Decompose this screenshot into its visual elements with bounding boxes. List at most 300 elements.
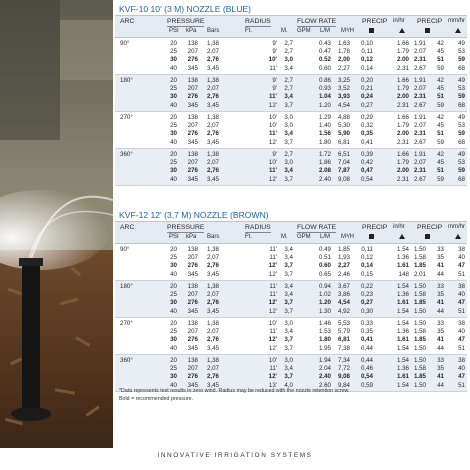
table-cell: 3,4 <box>284 283 293 290</box>
nozzle-table-1 <box>115 3 467 186</box>
table-cell: 3,7 <box>284 138 293 146</box>
table-cell: 0,41 <box>360 138 373 146</box>
table-cell: 40 <box>458 328 465 336</box>
table-row <box>115 122 467 130</box>
table-cell: 1.58 <box>413 328 426 336</box>
table-cell: 2.04 <box>318 365 331 373</box>
table-cell: 59 <box>437 138 444 146</box>
table-cell: 1,38 <box>206 114 219 121</box>
table-cell: 3,4 <box>284 254 293 262</box>
table-cell: 25 <box>170 365 177 373</box>
precip-header: PRECIP <box>362 224 388 231</box>
nozzle-performance-tables <box>115 0 467 448</box>
table-cell: 3,0 <box>284 159 293 167</box>
table-cell: 1.79 <box>396 159 409 167</box>
table-cell: 1.58 <box>413 365 426 373</box>
table-row <box>115 308 467 316</box>
table-cell: 3,4 <box>284 167 293 175</box>
table-cell: 3,0 <box>284 320 293 327</box>
table-cell: 2.40 <box>318 373 331 381</box>
arc-label: 360° <box>120 151 133 158</box>
table-cell: 2,76 <box>206 56 219 64</box>
table-cell: 11' <box>268 130 277 138</box>
table-cell: 2,27 <box>337 262 350 270</box>
table-cell: 1.54 <box>396 246 409 253</box>
table-cell: 2,07 <box>206 48 219 56</box>
arc-label: 90° <box>120 246 130 253</box>
table-cell: 10' <box>268 122 277 130</box>
table-row <box>115 167 467 175</box>
in-hr-header: in/hr <box>393 224 405 230</box>
table-cell: 11' <box>268 167 277 175</box>
table-cell: 30 <box>170 373 177 381</box>
table-cell: 1.95 <box>318 344 331 352</box>
table-cell: 20 <box>170 151 177 158</box>
table-cell: 0.94 <box>318 283 331 290</box>
table-cell: 7,34 <box>337 357 350 364</box>
table-cell: 3,4 <box>284 64 293 72</box>
table-row <box>115 254 467 262</box>
table-cell: 138 <box>187 246 198 253</box>
table-cell: 3,7 <box>284 336 293 344</box>
table-cell: 4,88 <box>337 114 350 121</box>
table-cell: 0,59 <box>360 381 373 389</box>
table-cell: 1.54 <box>396 283 409 290</box>
table-cell: 51 <box>437 167 444 175</box>
table-cell: 0,14 <box>360 64 373 72</box>
square-spacing-icon <box>425 234 430 240</box>
triangle-spacing-icon <box>455 28 461 34</box>
table-cell: 1.50 <box>413 344 426 352</box>
table-cell: 1.40 <box>318 122 331 130</box>
table-cell: 9' <box>272 48 277 56</box>
table-cell: 4,0 <box>284 381 293 389</box>
table-cell: 2,76 <box>206 373 219 381</box>
table-title: KVF-10 10' (3 M) NOZZLE (BLUE) <box>119 4 252 14</box>
footnote <box>119 388 465 403</box>
table-cell: 207 <box>187 85 198 93</box>
table-cell: 12' <box>268 373 277 381</box>
table-row <box>115 345 467 353</box>
table-cell: 20 <box>170 77 177 84</box>
table-cell: 38 <box>458 283 465 290</box>
table-cell: 45 <box>437 48 444 56</box>
table-cell: 345 <box>187 344 198 352</box>
lm-header: L/M <box>320 28 331 34</box>
table-cell: 0,22 <box>360 283 373 290</box>
table-row <box>115 159 467 167</box>
arc-label: 270° <box>120 114 133 121</box>
table-cell: 1.66 <box>396 114 409 121</box>
table-cell: 59 <box>458 130 465 138</box>
table-cell: 1,38 <box>206 40 219 47</box>
table-cell: 276 <box>187 130 198 138</box>
table-cell: 0,35 <box>360 130 373 138</box>
table-cell: 47 <box>458 336 465 344</box>
bars-header: Bars <box>207 28 220 34</box>
table-cell: 0,54 <box>360 373 373 381</box>
flow-rate-header: FLOW RATE <box>297 18 337 25</box>
table-cell: 3,7 <box>284 344 293 352</box>
arc-label: 270° <box>120 320 133 327</box>
table-cell: 35 <box>437 328 444 336</box>
table-row <box>115 40 467 48</box>
table-title: KVF-12 12' (3,7 M) NOZZLE (BROWN) <box>119 210 269 220</box>
table-cell: 2.40 <box>318 175 331 183</box>
table-cell: 2,7 <box>284 151 293 158</box>
table-cell: 138 <box>187 283 198 290</box>
table-cell: 20 <box>170 283 177 290</box>
table-cell: 6,51 <box>337 151 350 158</box>
table-cell: 7,87 <box>337 167 350 175</box>
table-row <box>115 77 467 85</box>
table-cell: 276 <box>187 336 198 344</box>
table-cell: 3,52 <box>337 85 350 93</box>
table-cell: 51 <box>458 344 465 352</box>
table-cell: 4,54 <box>337 299 350 307</box>
table-cell: 12' <box>268 270 277 278</box>
table-cell: 68 <box>458 101 465 109</box>
table-cell: 1.85 <box>413 373 426 381</box>
table-cell: 20 <box>170 114 177 121</box>
table-cell: 51 <box>437 93 444 101</box>
table-cell: 1.58 <box>413 254 426 262</box>
table-cell: 20 <box>170 246 177 253</box>
m3h-header: M³/H <box>341 28 354 34</box>
table-cell: 3,93 <box>337 93 350 101</box>
table-cell: 35 <box>437 254 444 262</box>
table-cell: 345 <box>187 270 198 278</box>
table-cell: 345 <box>187 64 198 72</box>
table-cell: 0,11 <box>361 246 373 253</box>
table-cell: 2,07 <box>206 159 219 167</box>
table-cell: 4,54 <box>337 101 350 109</box>
table-cell: 9,08 <box>337 175 350 183</box>
mm-hr-header: mm/hr <box>448 18 465 24</box>
table-cell: 30 <box>170 336 177 344</box>
table-cell: 2.31 <box>413 167 426 175</box>
table-cell: 44 <box>437 307 444 315</box>
table-cell: 42 <box>437 151 444 158</box>
table-cell: 0,44 <box>360 357 373 364</box>
table-cell: 47 <box>458 373 465 381</box>
triangle-spacing-icon <box>455 234 461 240</box>
arc-group <box>115 75 467 112</box>
table-cell: 9' <box>272 151 277 158</box>
table-cell: 11' <box>269 254 277 262</box>
table-cell: 44 <box>437 381 444 389</box>
table-cell: 207 <box>187 365 198 373</box>
arc-group <box>115 38 467 75</box>
table-cell: 10' <box>268 320 277 327</box>
footnote-line: *Data represents test results in zero wind. Radius may be reduced with the nozzle retention screw. <box>119 388 350 394</box>
mm-hr-header: mm/hr <box>448 224 465 230</box>
in-hr-header: in/hr <box>393 18 405 24</box>
table-cell: 35 <box>437 291 444 299</box>
table-cell: 1.36 <box>396 254 409 262</box>
table-cell: 0,33 <box>360 320 373 327</box>
table-cell: 3,45 <box>206 101 219 109</box>
table-cell: 49 <box>458 77 465 84</box>
table-row <box>115 48 467 56</box>
table-cell: 1.91 <box>413 40 426 47</box>
table-cell: 2.07 <box>413 48 426 56</box>
square-spacing-icon <box>425 28 430 34</box>
arc-label: 360° <box>120 357 133 364</box>
table-cell: 30 <box>170 56 177 64</box>
table-cell: 68 <box>458 64 465 72</box>
table-row <box>115 291 467 299</box>
table-cell: 3,4 <box>284 328 293 336</box>
table-cell: 25 <box>170 254 177 262</box>
table-cell: 12' <box>268 344 277 352</box>
kpa-header: kPa <box>186 234 197 240</box>
m-header: M. <box>281 28 288 34</box>
table-cell: 5,53 <box>337 320 350 327</box>
table-cell: 1.54 <box>396 307 409 315</box>
table-cell: 2.00 <box>396 93 409 101</box>
table-cell: 41 <box>437 299 444 307</box>
table-cell: 12' <box>268 262 277 270</box>
table-cell: 138 <box>187 320 198 327</box>
table-cell: 44 <box>437 344 444 352</box>
table-cell: 3,7 <box>284 270 293 278</box>
table-cell: 1,38 <box>206 77 219 84</box>
table-cell: 1.91 <box>413 151 426 158</box>
table-cell: 49 <box>458 151 465 158</box>
table-cell: 1.20 <box>318 101 331 109</box>
table-cell: 0,44 <box>360 344 373 352</box>
table-cell: 33 <box>437 283 444 290</box>
table-row <box>115 365 467 373</box>
table-cell: 207 <box>187 122 198 130</box>
table-cell: 1.50 <box>413 283 426 290</box>
table-cell: 2,07 <box>206 291 219 299</box>
table-cell: 1.02 <box>318 291 331 299</box>
table-row <box>115 328 467 336</box>
table-cell: 25 <box>170 291 177 299</box>
table-cell: 0,47 <box>360 167 373 175</box>
table-cell: 12' <box>268 336 277 344</box>
table-cell: 53 <box>458 85 465 93</box>
table-cell: 2.07 <box>413 122 426 130</box>
table-cell: 1,38 <box>206 357 219 364</box>
table-cell: 42 <box>437 77 444 84</box>
table-cell: 59 <box>437 101 444 109</box>
arc-label: 180° <box>120 283 133 290</box>
table-cell: 2.07 <box>413 85 426 93</box>
table-cell: 148 <box>398 270 409 278</box>
table-cell: 11' <box>269 246 277 253</box>
table-cell: 0,27 <box>360 299 373 307</box>
arc-label: 180° <box>120 77 133 84</box>
square-spacing-icon <box>369 234 374 240</box>
table-cell: 1.46 <box>318 320 331 327</box>
table-cell: 47 <box>458 262 465 270</box>
table-cell: 0,10 <box>360 40 373 47</box>
table-row <box>115 320 467 328</box>
table-cell: 3,4 <box>284 246 293 253</box>
table-cell: 0,46 <box>360 365 373 373</box>
table-cell: 53 <box>458 122 465 130</box>
table-cell: 345 <box>187 307 198 315</box>
table-cell: 138 <box>187 77 198 84</box>
table-cell: 2.31 <box>396 101 409 109</box>
table-cell: 1.61 <box>396 336 409 344</box>
sprinkler-photo <box>0 0 113 448</box>
table-cell: 38 <box>458 320 465 327</box>
footer-tagline: INNOVATIVE IRRIGATION SYSTEMS <box>157 452 313 459</box>
table-cell: 2.67 <box>413 138 426 146</box>
table-cell: 3,7 <box>284 307 293 315</box>
arc-header: ARC <box>120 224 135 231</box>
table-cell: 40 <box>170 138 177 146</box>
table-cell: 3,7 <box>284 299 293 307</box>
table-cell: 1.94 <box>318 357 331 364</box>
table-cell: 30 <box>170 299 177 307</box>
table-cell: 1.36 <box>396 328 409 336</box>
table-cell: 207 <box>187 291 198 299</box>
table-cell: 345 <box>187 138 198 146</box>
table-cell: 11' <box>269 291 277 299</box>
table-cell: 1,63 <box>337 40 350 47</box>
flow-rate-header: FLOW RATE <box>297 224 337 231</box>
pressure-header: PRESSURE <box>167 224 205 231</box>
table-cell: 2.31 <box>396 138 409 146</box>
table-cell: 2.07 <box>413 159 426 167</box>
table-cell: 1.20 <box>318 299 331 307</box>
table-cell: 42 <box>437 40 444 47</box>
table-cell: 11' <box>269 64 277 72</box>
arc-group <box>115 355 467 392</box>
precip-header: PRECIP <box>417 224 443 231</box>
table-cell: 1.54 <box>396 320 409 327</box>
table-cell: 0,21 <box>360 85 373 93</box>
table-cell: 38 <box>458 357 465 364</box>
table-row <box>115 85 467 93</box>
table-cell: 2,76 <box>206 262 219 270</box>
table-cell: 1,38 <box>206 246 219 253</box>
table-cell: 40 <box>170 270 177 278</box>
table-cell: 9' <box>272 85 277 93</box>
table-cell: 1,38 <box>206 320 219 327</box>
table-cell: 5,90 <box>337 130 350 138</box>
table-cell: 41 <box>437 336 444 344</box>
table-cell: 25 <box>170 328 177 336</box>
table-cell: 3,45 <box>206 344 219 352</box>
table-cell: 51 <box>458 307 465 315</box>
table-cell: 1.36 <box>396 365 409 373</box>
table-cell: 2,07 <box>206 328 219 336</box>
m3h-header: M³/H <box>341 234 354 240</box>
table-cell: 2,7 <box>284 48 293 56</box>
ft-header: Ft. <box>245 234 252 240</box>
table-cell: 0,35 <box>360 328 373 336</box>
table-cell: 1.79 <box>396 48 409 56</box>
table-cell: 6,81 <box>337 336 350 344</box>
table-cell: 1.50 <box>413 357 426 364</box>
table-cell: 0,12 <box>360 254 373 262</box>
triangle-spacing-icon <box>399 28 405 34</box>
table-cell: 25 <box>170 159 177 167</box>
table-cell: 4,92 <box>337 307 350 315</box>
table-cell: 1.61 <box>396 373 409 381</box>
nozzle-table-2 <box>115 209 467 392</box>
table-cell: 1.56 <box>318 130 331 138</box>
table-cell: 2.00 <box>396 130 409 138</box>
table-cell: 1.53 <box>318 328 331 336</box>
arc-group <box>115 149 467 186</box>
radius-header: RADIUS <box>245 18 271 25</box>
table-cell: 20 <box>170 320 177 327</box>
table-cell: 207 <box>187 48 198 56</box>
table-cell: 12' <box>268 307 277 315</box>
table-cell: 276 <box>187 56 198 64</box>
table-cell: 1,78 <box>337 48 350 56</box>
table-cell: 1.85 <box>413 299 426 307</box>
ft-header: Ft. <box>245 28 252 34</box>
table-cell: 2.67 <box>413 175 426 183</box>
table-cell: 0.51 <box>318 254 331 262</box>
table-cell: 38 <box>458 246 465 253</box>
table-row <box>115 357 467 365</box>
table-cell: 7,72 <box>337 365 350 373</box>
table-cell: 138 <box>187 151 198 158</box>
precip-header: PRECIP <box>362 18 388 25</box>
table-cell: 25 <box>170 85 177 93</box>
table-cell: 0.43 <box>318 40 331 47</box>
table-cell: 12' <box>268 299 277 307</box>
table-cell: 9,08 <box>337 373 350 381</box>
table-cell: 3,4 <box>284 130 293 138</box>
table-cell: 3,45 <box>206 175 219 183</box>
table-cell: 1,38 <box>206 151 219 158</box>
table-cell: 40 <box>170 101 177 109</box>
table-cell: 345 <box>187 175 198 183</box>
gpm-header: GPM <box>297 28 311 34</box>
table-cell: 49 <box>458 40 465 47</box>
table-cell: 45 <box>437 85 444 93</box>
table-cell: 12' <box>268 101 277 109</box>
table-cell: 1.85 <box>413 336 426 344</box>
table-cell: 1.86 <box>318 159 331 167</box>
table-row <box>115 139 467 147</box>
table-cell: 0,27 <box>360 101 373 109</box>
table-cell: 1.80 <box>318 336 331 344</box>
table-cell: 0,15 <box>360 270 373 278</box>
table-cell: 0.86 <box>318 77 331 84</box>
table-cell: 13' <box>268 381 277 389</box>
table-cell: 276 <box>187 262 198 270</box>
lm-header: L/M <box>320 234 331 240</box>
m-header: M. <box>281 234 288 240</box>
table-cell: 33 <box>437 357 444 364</box>
precip-header: PRECIP <box>417 18 443 25</box>
table-cell: 207 <box>187 328 198 336</box>
table-cell: 3,7 <box>284 175 293 183</box>
table-cell: 51 <box>437 130 444 138</box>
table-cell: 207 <box>187 254 198 262</box>
table-cell: 2,00 <box>337 56 350 64</box>
table-cell: 3,7 <box>284 373 293 381</box>
table-cell: 51 <box>458 270 465 278</box>
table-cell: 11' <box>268 93 277 101</box>
table-cell: 68 <box>458 138 465 146</box>
table-cell: 42 <box>437 114 444 121</box>
table-row <box>115 65 467 73</box>
table-cell: 2,76 <box>206 299 219 307</box>
table-cell: 6,81 <box>337 138 350 146</box>
